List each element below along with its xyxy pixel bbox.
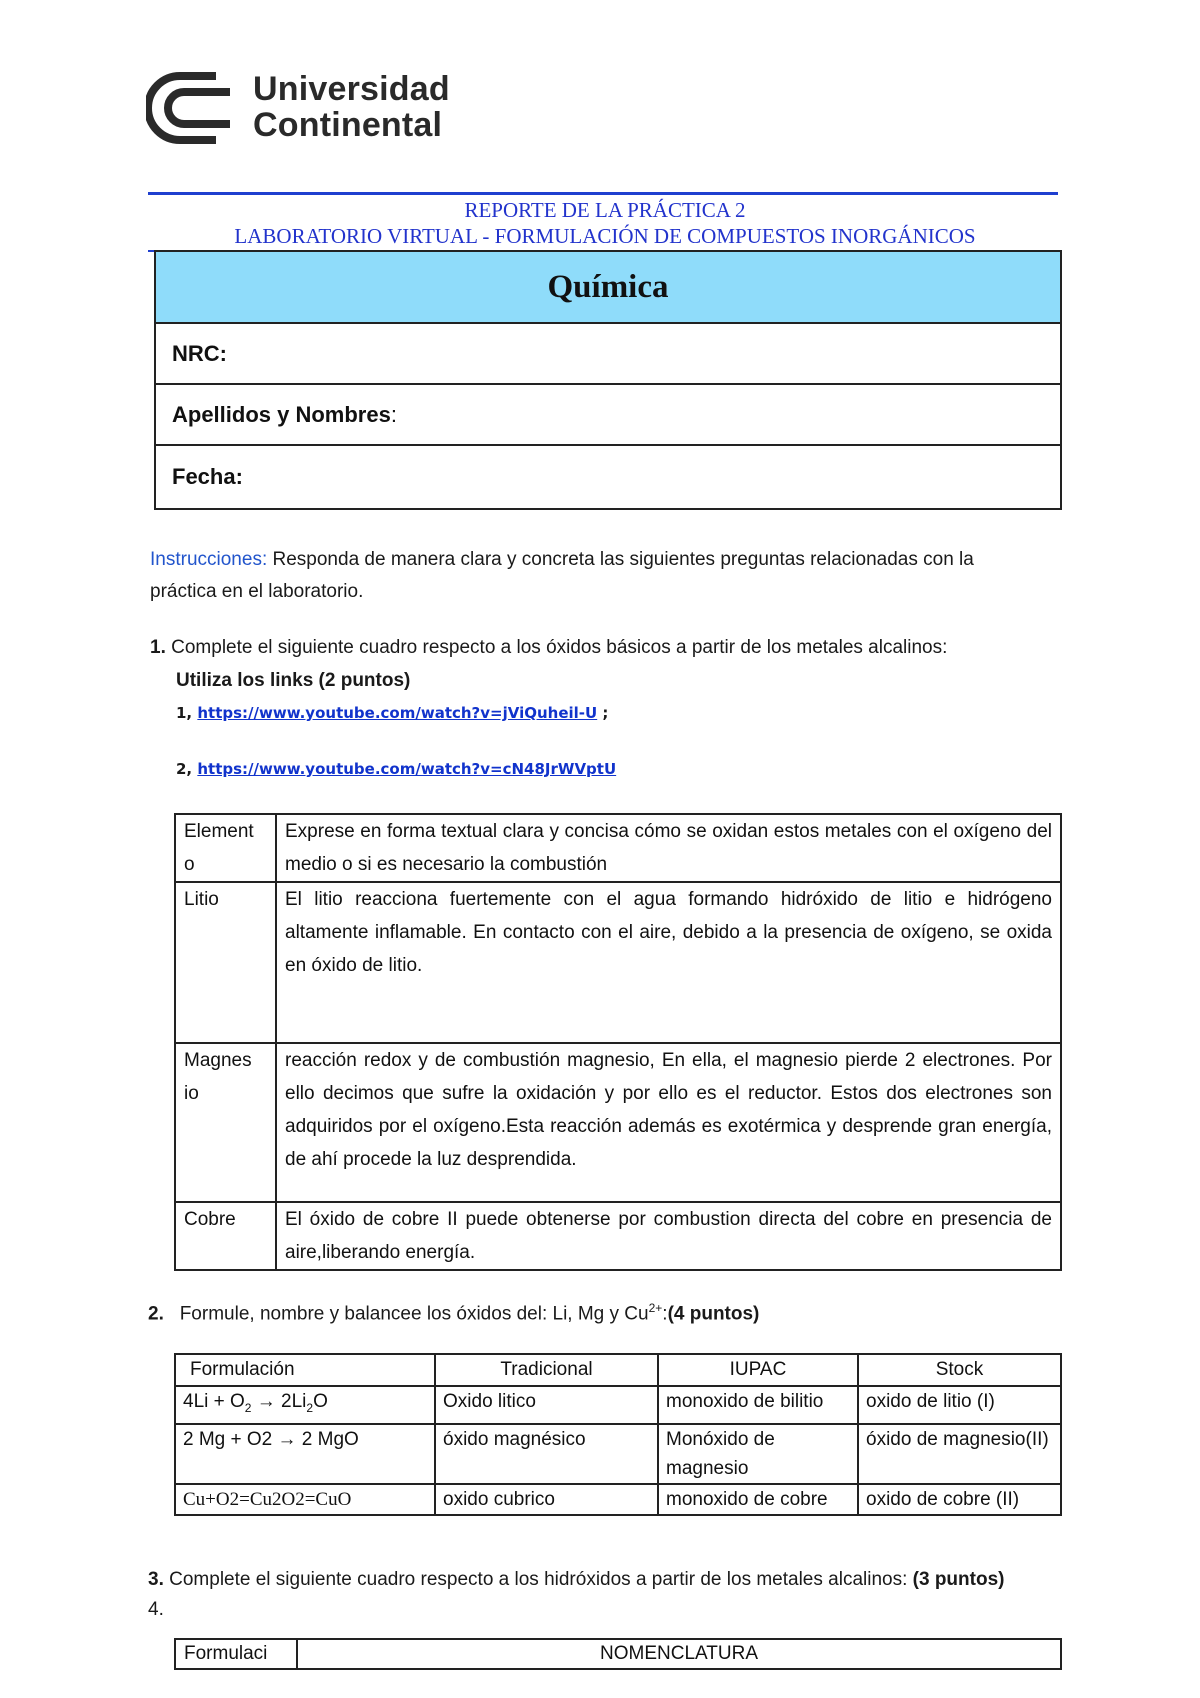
date-row[interactable] bbox=[156, 446, 1060, 508]
table-row bbox=[175, 814, 1061, 882]
table-header-cell: NOMENCLATURA bbox=[297, 1639, 1061, 1669]
q1-number: 1. bbox=[150, 637, 166, 658]
table-cell: Magnes io bbox=[175, 1043, 276, 1202]
question-4-number: 4. bbox=[148, 1599, 164, 1620]
formula-part: O bbox=[313, 1391, 328, 1412]
instructions-label: Instrucciones: bbox=[150, 549, 268, 570]
table-header-cell: Exprese en forma textual clara y concisa cómo se oxidan estos metales con el oxígeno del medio o si es necesario la combustión bbox=[276, 814, 1061, 882]
table-header-cell: Stock bbox=[858, 1354, 1061, 1386]
table-header-cell: IUPAC bbox=[658, 1354, 858, 1386]
table-cell[interactable]: Monóxido de magnesio bbox=[658, 1424, 858, 1484]
q1-link-1-line bbox=[176, 697, 608, 729]
q1-text: Complete el siguiente cuadro respecto a los óxidos básicos a partir de los metales alcalinos: bbox=[165, 637, 948, 658]
table-cell[interactable]: monoxido de cobre bbox=[658, 1484, 858, 1515]
logo-line-1: Universidad bbox=[253, 70, 450, 108]
instructions bbox=[150, 544, 1062, 608]
table-cell[interactable]: oxido cubrico bbox=[435, 1484, 658, 1515]
report-title: REPORTE DE LA PRÁCTICA 2 bbox=[464, 198, 746, 222]
q3-points: (3 puntos) bbox=[912, 1569, 1005, 1590]
youtube-link-1[interactable]: https://www.youtube.com/watch?v=jViQuheil-U bbox=[197, 704, 598, 722]
link-1-prefix: 1, bbox=[176, 704, 198, 722]
question-1 bbox=[150, 632, 1090, 664]
table-row bbox=[175, 1424, 1061, 1484]
date-label: Fecha: bbox=[172, 464, 243, 489]
table-row bbox=[175, 1639, 1061, 1669]
table-header-cell: Formulación bbox=[175, 1354, 435, 1386]
formula-subscript: 2 bbox=[244, 1400, 252, 1415]
formula-cell[interactable]: Cu+O2=Cu2O2=CuO bbox=[175, 1484, 435, 1515]
q3-text: Complete el siguiente cuadro respecto a los hidróxidos a partir de los metales alcalinos: bbox=[163, 1569, 913, 1590]
question-3 bbox=[148, 1564, 1108, 1596]
names-label: Apellidos y Nombres bbox=[172, 401, 391, 427]
nrc-row[interactable] bbox=[156, 324, 1060, 385]
table-cell[interactable]: óxido magnésico bbox=[435, 1424, 658, 1484]
table-cell: Litio bbox=[175, 882, 276, 1043]
table-cell[interactable]: El óxido de cobre II puede obtenerse por combustion directa del cobre en presencia de aire,liberando energía. bbox=[276, 1202, 1061, 1270]
formula-cell[interactable] bbox=[175, 1386, 435, 1424]
table-row bbox=[175, 1354, 1061, 1386]
formula-subscript: 2 bbox=[306, 1400, 314, 1415]
youtube-link-2[interactable]: https://www.youtube.com/watch?v=cN48JrWVptU bbox=[197, 760, 617, 778]
table-cell[interactable]: óxido de magnesio(II) bbox=[858, 1424, 1061, 1484]
link-1-suffix: ; bbox=[597, 704, 609, 722]
oxides-nomenclature-table bbox=[174, 1353, 1062, 1516]
logo-line-2: Continental bbox=[253, 106, 443, 144]
table-cell[interactable]: Oxido litico bbox=[435, 1386, 658, 1424]
table-row bbox=[175, 1386, 1061, 1424]
question-2 bbox=[148, 1292, 1088, 1330]
table-row bbox=[175, 882, 1061, 1043]
oxides-table bbox=[174, 813, 1062, 1271]
table-header-cell: Tradicional bbox=[435, 1354, 658, 1386]
table-cell[interactable]: oxido de litio (I) bbox=[858, 1386, 1061, 1424]
table-cell: Cobre bbox=[175, 1202, 276, 1270]
student-info-table bbox=[154, 250, 1062, 510]
table-row bbox=[175, 1202, 1061, 1270]
table-cell[interactable]: El litio reacciona fuertemente con el agua formando hidróxido de litio e hidrógeno altamente inflamable. En contacto con el aire, debido a la presencia de oxígeno, se oxida en óxido de litio. bbox=[276, 882, 1061, 1043]
instructions-text: Responda de manera clara y concreta las siguientes preguntas relacionadas con la bbox=[267, 549, 974, 570]
q2-text-end: : bbox=[662, 1303, 668, 1325]
table-cell[interactable]: monoxido de bilitio bbox=[658, 1386, 858, 1424]
q3-number: 3. bbox=[148, 1569, 164, 1590]
q2-superscript: 2+ bbox=[648, 1301, 663, 1315]
university-logo-icon bbox=[146, 72, 242, 144]
formula-part: 4Li + O bbox=[183, 1391, 245, 1412]
q2-number: 2. bbox=[148, 1303, 164, 1325]
q2-text: Formule, nombre y balancee los óxidos del: Li, Mg y Cu bbox=[179, 1303, 649, 1325]
header-rule-top bbox=[148, 192, 1058, 195]
table-row bbox=[175, 1043, 1061, 1202]
nrc-label: NRC: bbox=[172, 340, 227, 366]
table-header-cell: Element o bbox=[175, 814, 276, 882]
table-cell[interactable]: reacción redox y de combustión magnesio, En ella, el magnesio pierde 2 electrones. Por ello decimos que sufre la oxidación y por ello es el reductor. Estos dos electrones son adquiridos por el oxígeno.Esta reacción además es exotérmica y desprende gran energía, de ahí procede la luz desprendida. bbox=[276, 1043, 1061, 1202]
subject-heading: Química bbox=[156, 252, 1060, 324]
formula-part: → 2Li bbox=[251, 1391, 307, 1412]
hydroxides-table bbox=[174, 1638, 1062, 1670]
table-cell[interactable]: oxido de cobre (II) bbox=[858, 1484, 1061, 1515]
q1-link-2-line bbox=[176, 753, 616, 785]
q1-links-label: Utiliza los links (2 puntos) bbox=[176, 670, 411, 691]
names-colon: : bbox=[390, 401, 397, 427]
table-row bbox=[175, 1484, 1061, 1515]
university-logo bbox=[146, 72, 466, 144]
table-header-cell: Formulaci bbox=[175, 1639, 297, 1669]
instructions-text-2: práctica en el laboratorio. bbox=[150, 581, 364, 602]
formula-cell[interactable]: 2 Mg + O2 → 2 MgO bbox=[175, 1424, 435, 1484]
report-subtitle: LABORATORIO VIRTUAL - FORMULACIÓN DE COMPUESTOS INORGÁNICOS bbox=[234, 224, 976, 248]
names-row[interactable] bbox=[156, 385, 1060, 446]
q2-points: (4 puntos) bbox=[667, 1303, 760, 1325]
link-2-prefix: 2, bbox=[176, 760, 198, 778]
